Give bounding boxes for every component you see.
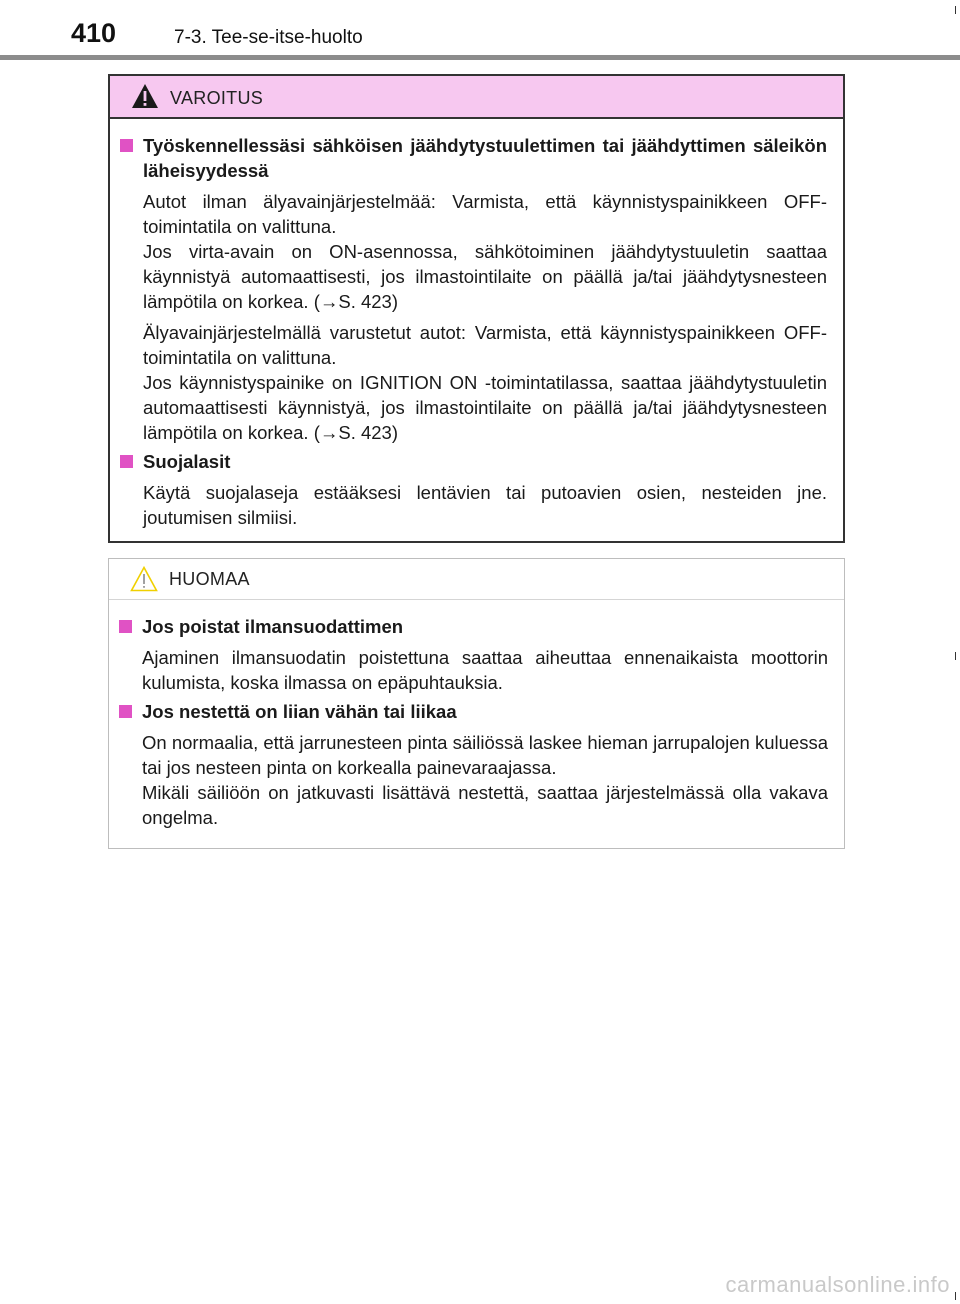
caution-item — [119, 699, 828, 830]
paragraph-line: Jos käynnistyspainike on IGNITION ON -toimintatilassa, saattaa jäähdytystuuletin automaattisesti käynnistyä, jos ilmastointilaite on päällä ja/tai jäähdytysnesteen lämpötila on korkea. (→S. 423) — [143, 372, 827, 443]
paragraph-line: Käytä suojalaseja estääksesi lentävien tai putoavien osien, nesteiden jne. joutumisen silmiisi. — [143, 482, 827, 528]
warning-item — [120, 133, 827, 445]
caution-header — [109, 559, 844, 600]
margin-tick — [955, 1292, 956, 1300]
paragraph-line: Ajaminen ilmansuodatin poistettuna saattaa aiheuttaa ennenaikaista moottorin kulumista, koska ilmassa on epäpuhtauksia. — [142, 647, 828, 693]
caution-body — [109, 600, 844, 830]
warning-label: VAROITUS — [170, 88, 264, 108]
paragraph — [143, 189, 827, 314]
margin-tick — [955, 6, 956, 14]
caution-item — [119, 614, 828, 695]
warning-box — [108, 74, 845, 543]
caution-box — [108, 558, 845, 849]
item-title — [119, 614, 828, 639]
margin-tick — [955, 652, 956, 660]
item-title — [120, 133, 827, 183]
page-header — [0, 0, 960, 62]
section-title: 7-3. Tee-se-itse-huolto — [174, 27, 363, 48]
paragraph-line: Jos virta-avain on ON-asennossa, sähkötoiminen jäähdytystuuletin saattaa käynnistyä automaattisesti, jos ilmastointilaite on päällä ja/tai jäähdytysnesteen lämpötila on korkea. (→S. 423) — [143, 241, 827, 312]
paragraph-line: Mikäli säiliöön on jatkuvasti lisättävä nestettä, saattaa järjestelmässä olla vakava ongelma. — [142, 782, 828, 828]
item-title-text: Suojalasit — [143, 451, 231, 472]
square-bullet-icon — [120, 455, 133, 468]
caution-triangle-icon — [129, 565, 159, 598]
header-rule — [0, 55, 960, 60]
paragraph — [142, 730, 828, 830]
paragraph-line: Autot ilman älyavainjärjestelmää: Varmista, että käynnistyspainikkeen OFF-toimintatila on valittuna. — [143, 191, 827, 237]
paragraph — [142, 645, 828, 695]
item-title — [120, 449, 827, 474]
item-title-text: Työskennellessäsi sähköisen jäähdytystuulettimen tai jäähdyttimen säleikön läheisyydessä — [143, 135, 827, 181]
footer-watermark: carmanualsonline.info — [725, 1272, 950, 1297]
warning-body — [110, 119, 843, 530]
item-title-text: Jos nestettä on liian vähän tai liikaa — [142, 701, 457, 722]
paragraph-line: Älyavainjärjestelmällä varustetut autot: Varmista, että käynnistyspainikkeen OFF-toimintatila on valittuna. — [143, 322, 827, 368]
item-title-text: Jos poistat ilmansuodattimen — [142, 616, 404, 637]
square-bullet-icon — [119, 705, 132, 718]
paragraph — [143, 480, 827, 530]
item-title — [119, 699, 828, 724]
page-number: 410 — [71, 18, 117, 48]
paragraph — [143, 320, 827, 445]
square-bullet-icon — [119, 620, 132, 633]
warning-item — [120, 449, 827, 530]
warning-header — [110, 76, 843, 119]
warning-triangle-icon — [130, 82, 160, 115]
paragraph-line: On normaalia, että jarrunesteen pinta säiliössä laskee hieman jarrupalojen kuluessa tai jos nesteen pinta on korkealla painevaraajassa. — [142, 732, 828, 778]
square-bullet-icon — [120, 139, 133, 152]
caution-label: HUOMAA — [169, 569, 250, 589]
